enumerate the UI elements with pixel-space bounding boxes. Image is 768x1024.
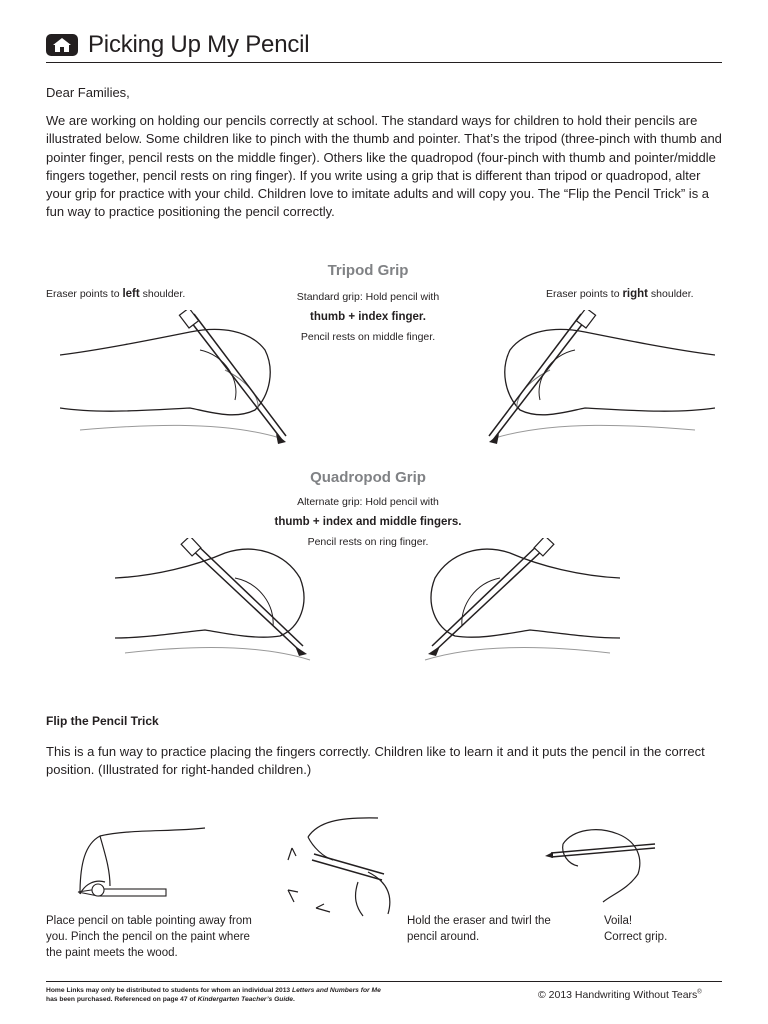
step2-twirl-illustration xyxy=(278,812,403,917)
flip-trick-body: This is a fun way to practice placing the fingers correctly. Children like to learn it and it puts the pencil in the correct position. (Illustrated for right-handed children.) xyxy=(46,744,705,778)
quadropod-left-hand-illustration xyxy=(115,538,315,668)
quadropod-grip-title: Quadropod Grip xyxy=(310,469,426,486)
tripod-line-3: Pencil rests on middle finger. xyxy=(300,331,436,343)
step1-caption: Place pencil on table pointing away from you. Pinch the pencil on the paint where the paint meets the wood. xyxy=(46,915,252,959)
step1-pinch-illustration xyxy=(70,824,215,904)
footer-rule xyxy=(46,981,722,982)
tripod-left-hand-illustration xyxy=(60,310,290,450)
quadropod-bold-line: thumb + index and middle fingers. xyxy=(274,516,462,528)
right-shoulder-note: Eraser points to right shoulder. xyxy=(546,288,694,300)
page-title: Picking Up My Pencil xyxy=(88,31,310,58)
home-icon xyxy=(46,34,78,56)
tripod-grip-title: Tripod Grip xyxy=(327,262,409,279)
tripod-line-1: Standard grip: Hold pencil with xyxy=(296,291,440,303)
left-shoulder-note: Eraser points to left shoulder. xyxy=(46,288,186,300)
copyright: © 2013 Handwriting Without Tears® xyxy=(538,989,702,1001)
intro-paragraph: We are working on holding our pencils correctly at school. The standard ways for children to hold their pencils are illustrated below. Some children like to pinch with the thumb and pointer. That’s the tripod (three-pinch with thumb and pointer finger, pencil rests on the middle finger). Others like the quadropod (four-pinch with thumb and pointer/middle fingers together, pencil rests on ring finger). If you write using a grip that is different than tripod or quadropod, alter your grip for practice with your child. Children love to imitate adults and will copy you. The “Flip the Pencil Trick” is a fun way to practice positioning the pencil correctly. xyxy=(46,113,722,220)
flip-trick-heading: Flip the Pencil Trick xyxy=(46,714,159,728)
tripod-right-hand-illustration xyxy=(455,310,715,450)
quadropod-line-3: Pencil rests on ring finger. xyxy=(307,536,429,548)
salutation: Dear Families, xyxy=(46,85,130,100)
step3-caption: Voila! Correct grip. xyxy=(604,915,668,943)
footer-note: Home Links may only be distributed to students for whom an individual 2013 Letters and Numbers for Me has been purchased. Referenced on page 47 of Kindergarten Teacher’s Guide. xyxy=(46,987,381,1003)
quadropod-right-hand-illustration xyxy=(420,538,620,668)
title-row xyxy=(46,30,722,63)
tripod-bold-line: thumb + index finger. xyxy=(310,311,426,323)
step3-correct-grip-illustration xyxy=(543,824,663,904)
step2-caption: Hold the eraser and twirl the pencil around. xyxy=(407,915,551,943)
quadropod-line-1: Alternate grip: Hold pencil with xyxy=(297,496,439,508)
